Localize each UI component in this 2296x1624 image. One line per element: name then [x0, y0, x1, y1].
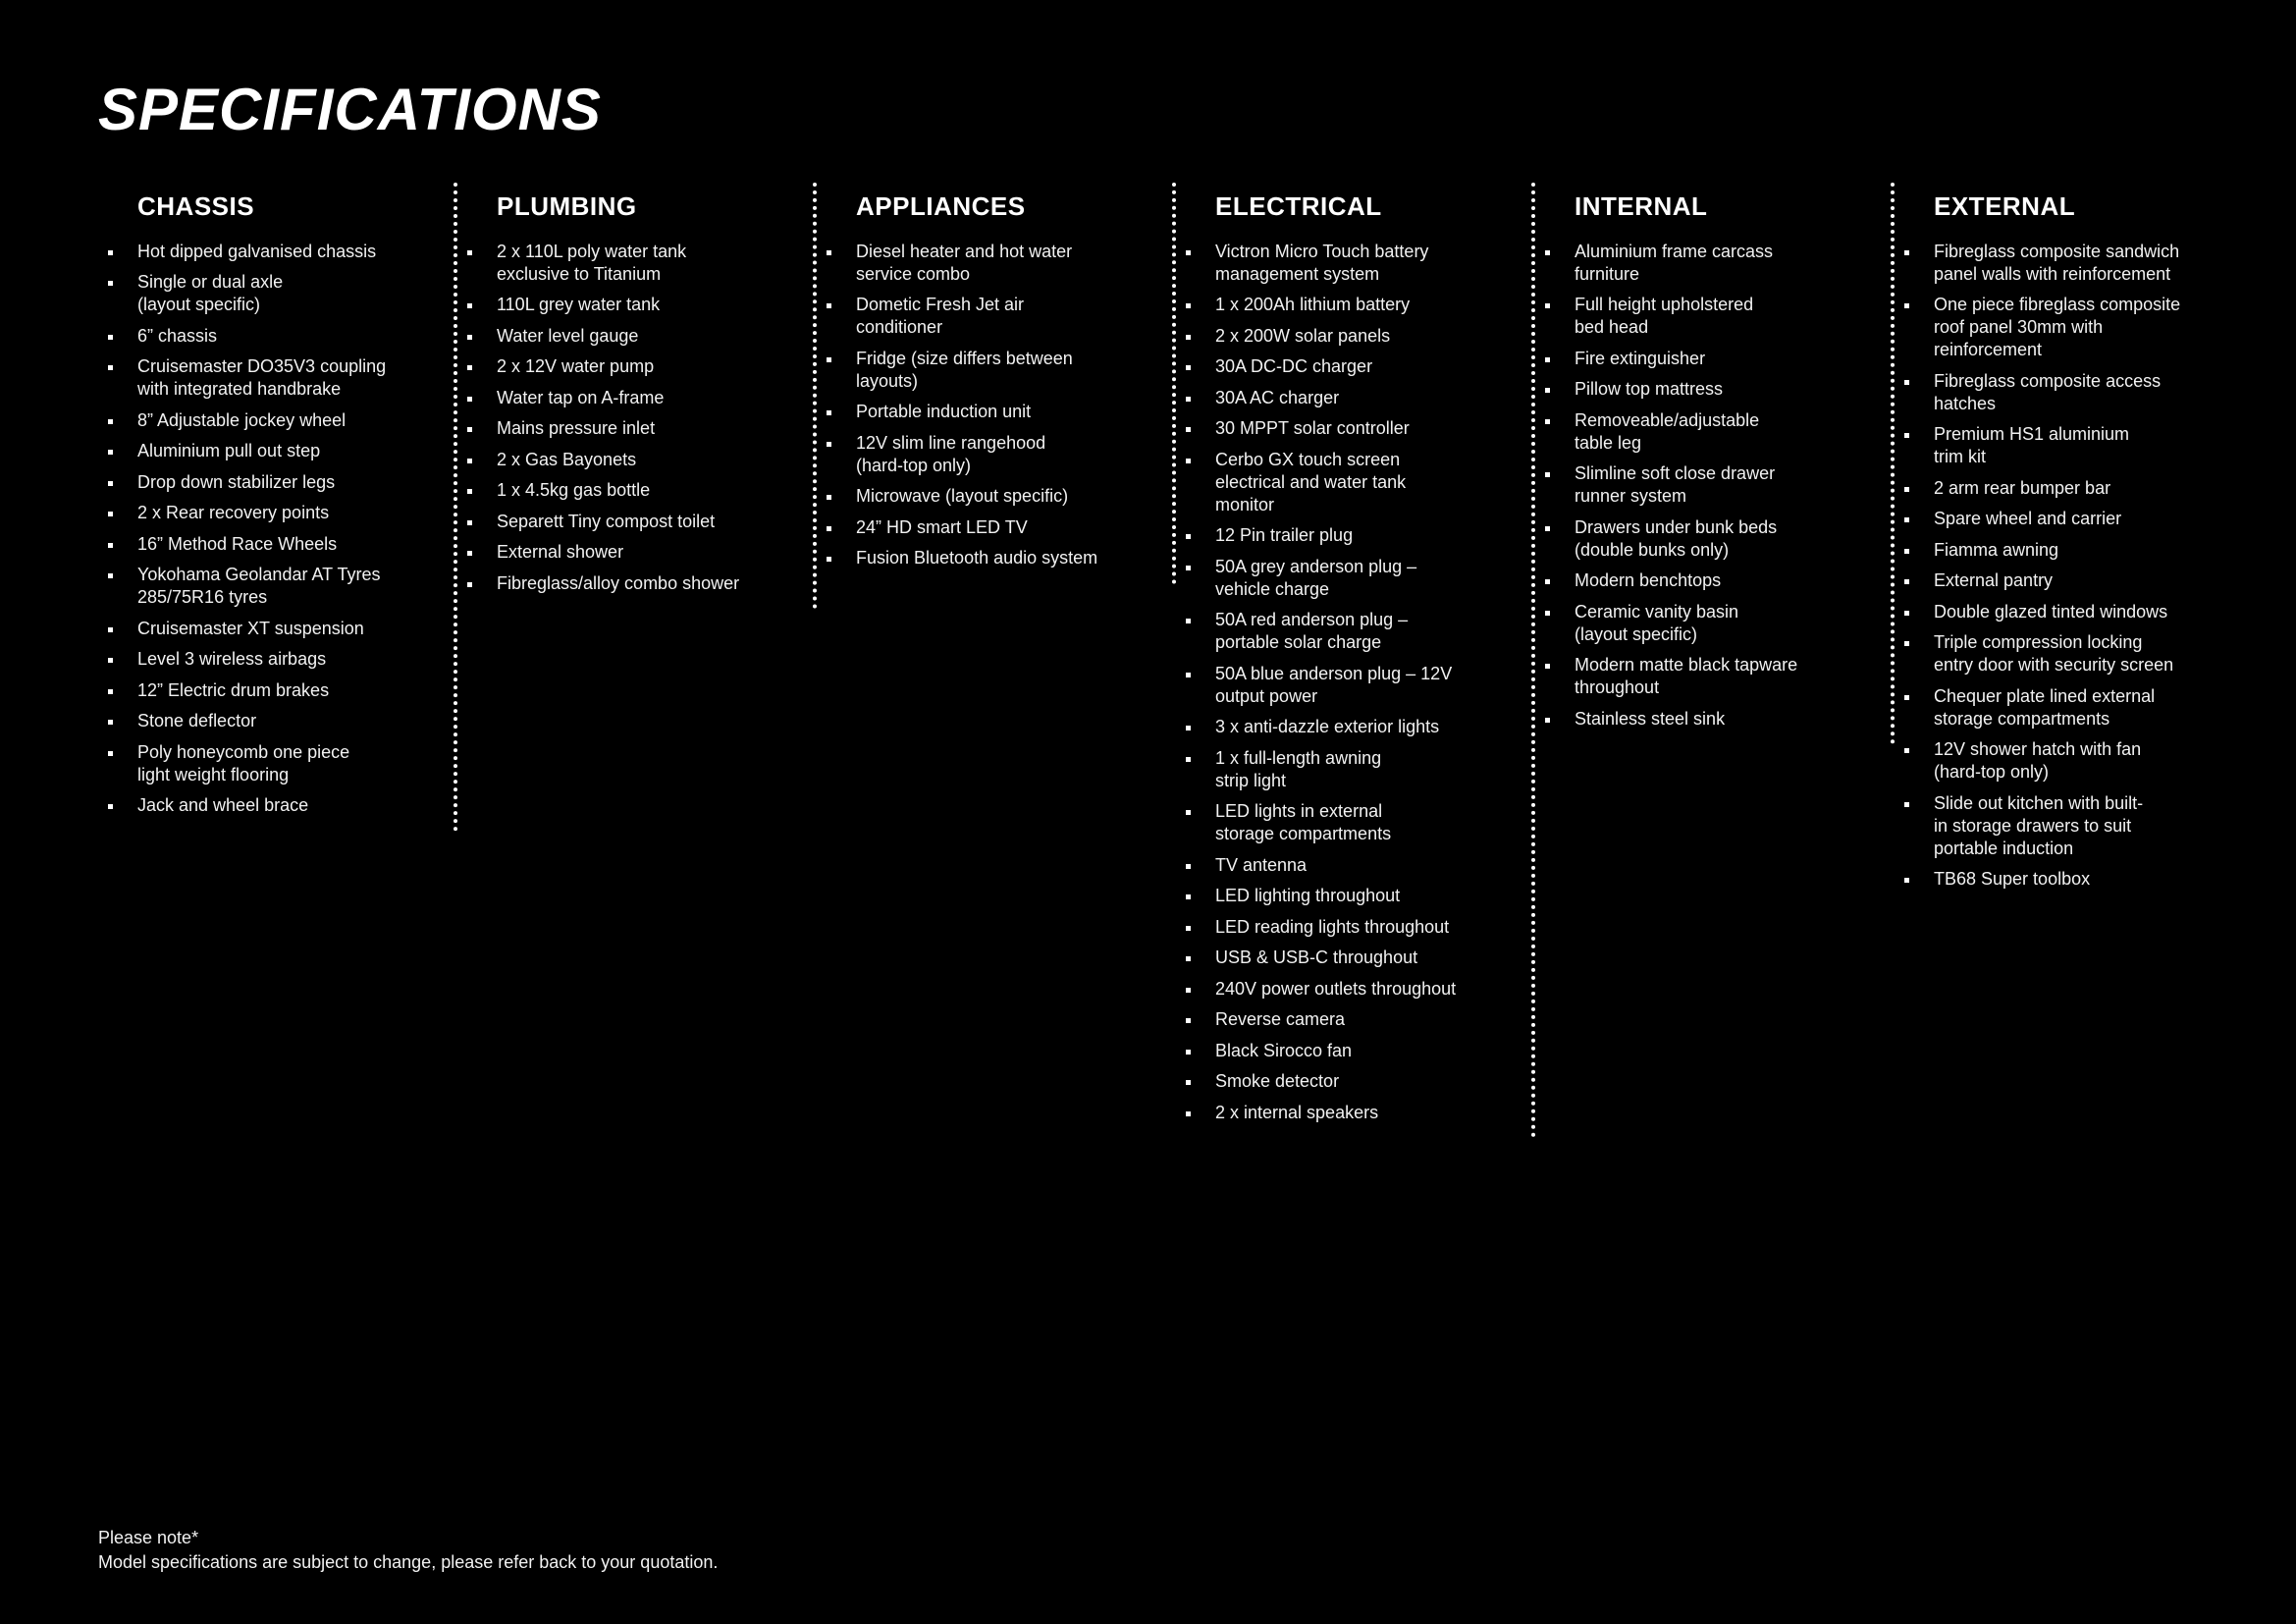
spec-item: 8” Adjustable jockey wheel — [137, 409, 430, 432]
spec-item: LED lights in external storage compartments — [1215, 800, 1508, 845]
spec-item: One piece fibreglass composite roof panel 30mm with reinforcement — [1934, 294, 2230, 361]
spec-item: External pantry — [1934, 569, 2230, 592]
spec-item: 12V slim line rangehood (hard-top only) — [856, 432, 1148, 477]
footnote — [98, 1526, 718, 1575]
spec-item: 1 x 200Ah lithium battery — [1215, 294, 1508, 316]
spec-item: 6” chassis — [137, 325, 430, 348]
spec-item: Dometic Fresh Jet air conditioner — [856, 294, 1148, 339]
spec-item: Premium HS1 aluminium trim kit — [1934, 423, 2230, 468]
spec-item: Double glazed tinted windows — [1934, 601, 2230, 623]
spec-item: 30A DC-DC charger — [1215, 355, 1508, 378]
column-heading-electrical: ELECTRICAL — [1215, 191, 1382, 221]
spec-item: Level 3 wireless airbags — [137, 648, 430, 671]
column-heading-chassis: CHASSIS — [137, 191, 255, 221]
spec-item: 2 x Rear recovery points — [137, 502, 430, 524]
spec-item: 2 x Gas Bayonets — [497, 449, 789, 471]
spec-item: 50A blue anderson plug – 12V output power — [1215, 663, 1508, 708]
spec-item: Fibreglass composite access hatches — [1934, 370, 2230, 415]
spec-item: 50A grey anderson plug – vehicle charge — [1215, 556, 1508, 601]
spec-item: Modern benchtops — [1575, 569, 1867, 592]
spec-list-external — [1934, 241, 2230, 892]
spec-item: Water tap on A-frame — [497, 387, 789, 409]
spec-item: Fiamma awning — [1934, 539, 2230, 562]
spec-item: Full height upholstered bed head — [1575, 294, 1867, 339]
spec-item: 2 x 110L poly water tank exclusive to Titanium — [497, 241, 789, 286]
spec-item: Stainless steel sink — [1575, 708, 1867, 731]
spec-columns — [98, 183, 2238, 1138]
spec-item: Drawers under bunk beds (double bunks only) — [1575, 516, 1867, 562]
page-title: SPECIFICATIONS — [98, 77, 602, 142]
spec-item: TV antenna — [1215, 854, 1508, 877]
spec-item: Ceramic vanity basin (layout specific) — [1575, 601, 1867, 646]
spec-item: LED lighting throughout — [1215, 885, 1508, 907]
spec-list-electrical — [1215, 241, 1508, 1124]
spec-item: 240V power outlets throughout — [1215, 978, 1508, 1001]
spec-item: Fibreglass/alloy combo shower — [497, 572, 789, 595]
spec-item: 12” Electric drum brakes — [137, 679, 430, 702]
spec-item: Water level gauge — [497, 325, 789, 348]
spec-item: USB & USB-C throughout — [1215, 947, 1508, 969]
spec-item: Cruisemaster XT suspension — [137, 618, 430, 640]
spec-item: Diesel heater and hot water service combo — [856, 241, 1148, 286]
spec-item: Microwave (layout specific) — [856, 485, 1148, 508]
column-heading-internal: INTERNAL — [1575, 191, 1708, 221]
spec-item: Reverse camera — [1215, 1008, 1508, 1031]
spec-list-chassis — [137, 241, 430, 818]
spec-item: 2 x internal speakers — [1215, 1102, 1508, 1124]
spec-item: Cerbo GX touch screen electrical and water tank monitor — [1215, 449, 1508, 516]
spec-item: Portable induction unit — [856, 401, 1148, 423]
spec-item: Spare wheel and carrier — [1934, 508, 2230, 530]
spec-item: 2 x 12V water pump — [497, 355, 789, 378]
column-chassis — [98, 183, 457, 832]
spec-item: 12 Pin trailer plug — [1215, 524, 1508, 547]
spec-item: 24” HD smart LED TV — [856, 516, 1148, 539]
spec-item: Black Sirocco fan — [1215, 1040, 1508, 1062]
spec-item: Slimline soft close drawer runner system — [1575, 462, 1867, 508]
column-internal — [1535, 183, 1895, 744]
spec-item: 30 MPPT solar controller — [1215, 417, 1508, 440]
footnote-label: Please note* — [98, 1528, 199, 1547]
column-heading-appliances: APPLIANCES — [856, 191, 1026, 221]
spec-item: Mains pressure inlet — [497, 417, 789, 440]
spec-item: Hot dipped galvanised chassis — [137, 241, 430, 263]
spec-item: Fusion Bluetooth audio system — [856, 547, 1148, 569]
spec-list-appliances — [856, 241, 1148, 570]
spec-item: Modern matte black tapware throughout — [1575, 654, 1867, 699]
spec-item: 16” Method Race Wheels — [137, 533, 430, 556]
spec-item: 50A red anderson plug – portable solar charge — [1215, 609, 1508, 654]
spec-list-plumbing — [497, 241, 789, 595]
spec-item: 30A AC charger — [1215, 387, 1508, 409]
column-heading-plumbing: PLUMBING — [497, 191, 637, 221]
spec-item: Aluminium pull out step — [137, 440, 430, 462]
spec-item: Jack and wheel brace — [137, 794, 430, 817]
spec-item: Aluminium frame carcass furniture — [1575, 241, 1867, 286]
column-electrical — [1176, 183, 1535, 1138]
spec-item: Fire extinguisher — [1575, 348, 1867, 370]
spec-item: Single or dual axle (layout specific) — [137, 271, 430, 316]
spec-item: TB68 Super toolbox — [1934, 868, 2230, 891]
spec-item: External shower — [497, 541, 789, 564]
spec-item: LED reading lights throughout — [1215, 916, 1508, 939]
column-appliances — [817, 183, 1176, 584]
spec-item: Poly honeycomb one piece light weight flooring — [137, 741, 430, 786]
column-heading-external: EXTERNAL — [1934, 191, 2076, 221]
spec-item: Smoke detector — [1215, 1070, 1508, 1093]
spec-item: Victron Micro Touch battery management system — [1215, 241, 1508, 286]
spec-item: Stone deflector — [137, 710, 430, 732]
spec-item: 110L grey water tank — [497, 294, 789, 316]
spec-list-internal — [1575, 241, 1867, 731]
spec-item: Yokohama Geolandar AT Tyres 285/75R16 tyres — [137, 564, 430, 609]
spec-item: Chequer plate lined external storage compartments — [1934, 685, 2230, 731]
spec-item: Triple compression locking entry door with security screen — [1934, 631, 2230, 677]
spec-item: Separett Tiny compost toilet — [497, 511, 789, 533]
spec-item: Fridge (size differs between layouts) — [856, 348, 1148, 393]
spec-item: 1 x full-length awning strip light — [1215, 747, 1508, 792]
spec-item: Slide out kitchen with built- in storage drawers to suit portable induction — [1934, 792, 2230, 860]
spec-item: 2 x 200W solar panels — [1215, 325, 1508, 348]
spec-item: 3 x anti-dazzle exterior lights — [1215, 716, 1508, 738]
spec-item: Fibreglass composite sandwich panel walls with reinforcement — [1934, 241, 2230, 286]
column-external — [1895, 183, 2254, 905]
spec-item: 2 arm rear bumper bar — [1934, 477, 2230, 500]
spec-item: 1 x 4.5kg gas bottle — [497, 479, 789, 502]
spec-item: 12V shower hatch with fan (hard-top only) — [1934, 738, 2230, 784]
column-plumbing — [457, 183, 817, 609]
spec-item: Cruisemaster DO35V3 coupling with integrated handbrake — [137, 355, 430, 401]
spec-item: Removeable/adjustable table leg — [1575, 409, 1867, 455]
footnote-text: Model specifications are subject to change, please refer back to your quotation. — [98, 1552, 719, 1572]
spec-item: Drop down stabilizer legs — [137, 471, 430, 494]
spec-item: Pillow top mattress — [1575, 378, 1867, 401]
